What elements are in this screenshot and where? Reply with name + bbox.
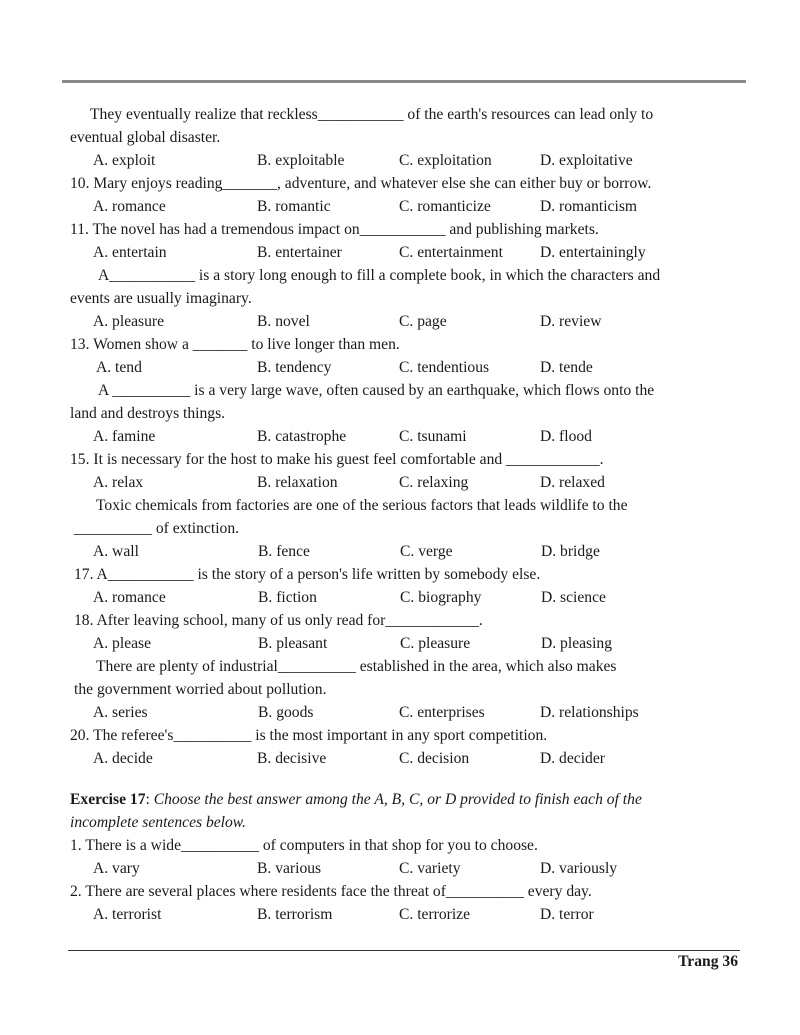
question-text: 15. It is necessary for the host to make his guest feel comfortable and ____________. (70, 451, 604, 468)
answer-options (70, 701, 750, 724)
answer-options (70, 425, 750, 448)
question-text: 1. There is a wide__________ of computers in that shop for you to choose. (70, 837, 538, 854)
question-text: 10. Mary enjoys reading_______, adventure, and whatever else she can either buy or borrow. (70, 175, 652, 192)
option-c[interactable]: C. enterprises (399, 704, 485, 721)
option-d[interactable]: D. flood (540, 428, 592, 445)
question-text: There are plenty of industrial__________ established in the area, which also makes (96, 658, 617, 675)
page-content (70, 103, 750, 926)
option-a[interactable]: A. decide (93, 750, 153, 767)
question-text: land and destroys things. (70, 405, 226, 422)
option-b[interactable]: B. decisive (257, 750, 327, 767)
question-text: 2. There are several places where residents face the threat of__________ every day. (70, 883, 592, 900)
exercise-heading (70, 788, 750, 811)
answer-options (70, 356, 750, 379)
exercise-instruction-cont (70, 811, 750, 834)
option-c[interactable]: C. verge (400, 543, 453, 560)
option-b[interactable]: B. catastrophe (257, 428, 347, 445)
option-d[interactable]: D. variously (540, 860, 618, 877)
option-d[interactable]: D. romanticism (540, 198, 638, 215)
option-d[interactable]: D. bridge (541, 543, 600, 560)
answer-options (70, 586, 750, 609)
question-text: 13. Women show a _______ to live longer than men. (70, 336, 400, 353)
question (70, 655, 750, 724)
option-d[interactable]: D. entertainingly (540, 244, 646, 261)
question-text: A___________ is a story long enough to fill a complete book, in which the characters and (98, 267, 661, 284)
question-text: eventual global disaster. (70, 129, 221, 146)
option-b[interactable]: B. terrorism (257, 906, 333, 923)
option-a[interactable]: A. famine (93, 428, 156, 445)
option-c[interactable]: C. page (399, 313, 447, 330)
question (70, 494, 750, 563)
question (70, 563, 750, 609)
question-text: A __________ is a very large wave, often caused by an earthquake, which flows onto the (98, 382, 655, 399)
question (70, 172, 750, 218)
option-a[interactable]: A. entertain (93, 244, 167, 261)
answer-options (70, 857, 750, 880)
answer-options (70, 241, 750, 264)
question (70, 103, 750, 172)
answer-options (70, 149, 750, 172)
section-gap (70, 770, 750, 788)
option-b[interactable]: B. romantic (257, 198, 331, 215)
option-c[interactable]: C. exploitation (399, 152, 492, 169)
option-a[interactable]: A. please (93, 635, 152, 652)
option-a[interactable]: A. series (93, 704, 148, 721)
answer-options (70, 632, 750, 655)
option-a[interactable]: A. exploit (93, 152, 156, 169)
exercise-instruction: incomplete sentences below. (70, 814, 246, 831)
answer-options (70, 540, 750, 563)
question-text: 17. A___________ is the story of a person's life written by somebody else. (74, 566, 541, 583)
footer-rule (68, 950, 740, 951)
question (70, 609, 750, 655)
question-text: __________ of extinction. (74, 520, 240, 537)
exercise-colon: : (145, 791, 154, 808)
question (70, 448, 750, 494)
option-b[interactable]: B. pleasant (258, 635, 328, 652)
option-b[interactable]: B. exploitable (257, 152, 345, 169)
question (70, 333, 750, 379)
question-text: events are usually imaginary. (70, 290, 252, 307)
answer-options (70, 903, 750, 926)
option-b[interactable]: B. goods (258, 704, 314, 721)
option-a[interactable]: A. tend (96, 359, 142, 376)
option-d[interactable]: D. terror (540, 906, 594, 923)
header-rule (62, 80, 746, 83)
option-c[interactable]: C. variety (399, 860, 461, 877)
question-text: the government worried about pollution. (74, 681, 327, 698)
option-a[interactable]: A. wall (93, 543, 139, 560)
option-c[interactable]: C. romanticize (399, 198, 491, 215)
option-d[interactable]: D. pleasing (541, 635, 613, 652)
answer-options (70, 747, 750, 770)
option-a[interactable]: A. pleasure (93, 313, 165, 330)
option-b[interactable]: B. tendency (257, 359, 332, 376)
question (70, 880, 750, 926)
option-d[interactable]: D. review (540, 313, 602, 330)
option-a[interactable]: A. romance (93, 589, 166, 606)
answer-options (70, 195, 750, 218)
option-a[interactable]: A. vary (93, 860, 140, 877)
option-d[interactable]: D. relationships (540, 704, 639, 721)
question (70, 264, 750, 333)
option-a[interactable]: A. romance (93, 198, 166, 215)
option-c[interactable]: C. entertainment (399, 244, 503, 261)
option-d[interactable]: D. decider (540, 750, 605, 767)
option-b[interactable]: B. various (257, 860, 322, 877)
answer-options (70, 310, 750, 333)
option-c[interactable]: C. terrorize (399, 906, 471, 923)
option-b[interactable]: B. fiction (258, 589, 317, 606)
question-text: 20. The referee's__________ is the most important in any sport competition. (70, 727, 548, 744)
page-number: Trang 36 (678, 953, 738, 970)
option-b[interactable]: B. entertainer (257, 244, 342, 261)
option-b[interactable]: B. relaxation (257, 474, 338, 491)
option-d[interactable]: D. science (541, 589, 606, 606)
option-d[interactable]: D. exploitative (540, 152, 633, 169)
option-b[interactable]: B. novel (257, 313, 310, 330)
question (70, 218, 750, 264)
question (70, 724, 750, 770)
question-text: They eventually realize that reckless___________ of the earth's resources can lead only to (90, 106, 654, 123)
option-a[interactable]: A. relax (93, 474, 144, 491)
exercise-instruction: Choose the best answer among the A, B, C, or D provided to finish each of the (153, 791, 642, 808)
question-text: 18. After leaving school, many of us only read for____________. (74, 612, 483, 629)
option-c[interactable]: C. decision (399, 750, 470, 767)
question (70, 834, 750, 880)
question-text: Toxic chemicals from factories are one of the serious factors that leads wildlife to the (96, 497, 628, 514)
answer-options (70, 471, 750, 494)
option-d[interactable]: D. tende (540, 359, 593, 376)
option-c[interactable]: C. tsunami (399, 428, 467, 445)
option-c[interactable]: C. relaxing (399, 474, 469, 491)
question (70, 379, 750, 448)
option-d[interactable]: D. relaxed (540, 474, 605, 491)
option-c[interactable]: C. tendentious (399, 359, 490, 376)
question-text: 11. The novel has had a tremendous impact on___________ and publishing markets. (70, 221, 599, 238)
exercise-title: Exercise 17 (70, 791, 146, 808)
option-c[interactable]: C. biography (400, 589, 482, 606)
option-c[interactable]: C. pleasure (400, 635, 471, 652)
option-a[interactable]: A. terrorist (93, 906, 162, 923)
option-b[interactable]: B. fence (258, 543, 310, 560)
